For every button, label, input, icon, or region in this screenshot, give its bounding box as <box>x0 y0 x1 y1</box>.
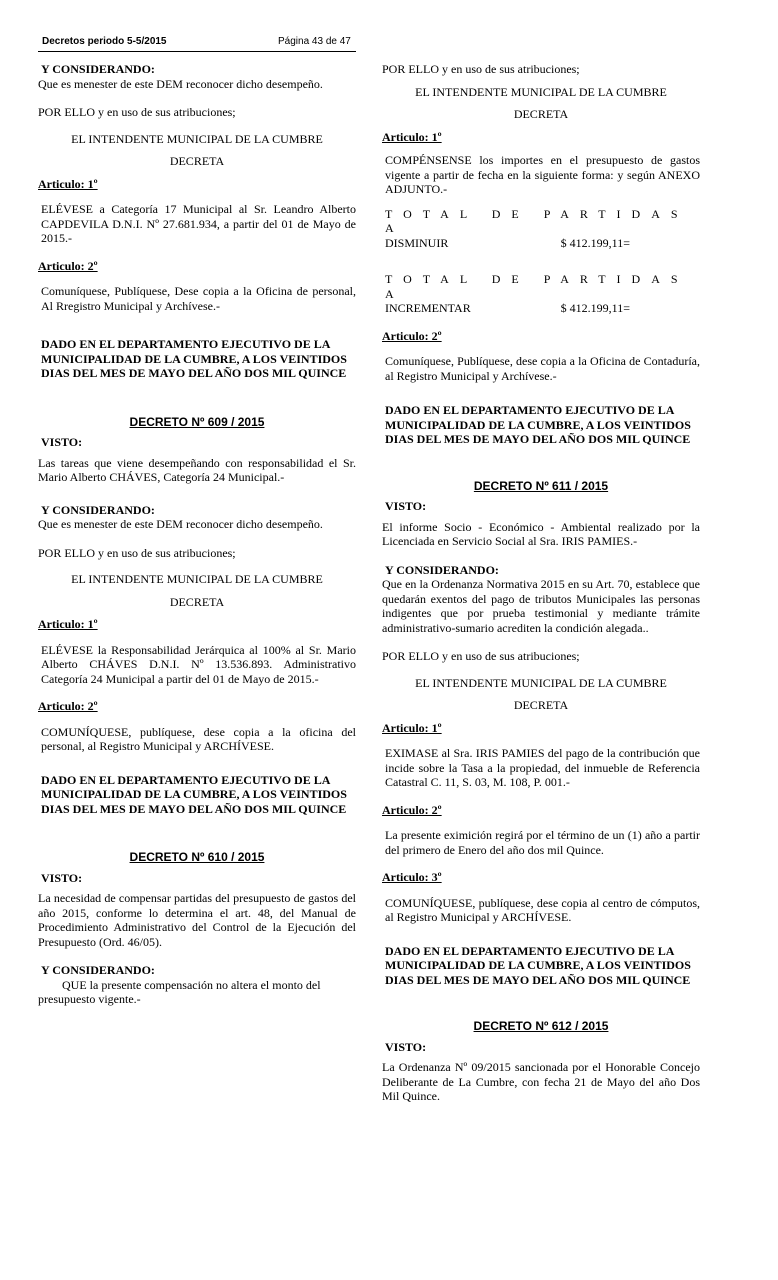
visto-text: La Ordenanza Nº 09/2015 sancionada por el Honorable Concejo Deliberante de La Cumbre, con fecha 21 de Mayo del año Dos Mil Quince. <box>382 1060 700 1103</box>
considerando-text: QUE la presente compensación no altera el monto del presupuesto vigente.- <box>38 977 321 1006</box>
considerando-text: Que es menester de este DEM reconocer dicho desempeño. <box>38 76 323 91</box>
decreta-line: DECRETA <box>169 154 225 168</box>
decreta-line: DECRETA <box>513 107 569 121</box>
right-column <box>382 62 700 1104</box>
por-ello-text: POR ELLO y en uso de sus atribuciones; <box>382 649 580 663</box>
dado-closing: DADO EN EL DEPARTAMENTO EJECUTIVO DE LA MUNICIPALIDAD DE LA CUMBRE, A LOS VEINTIDOS DIAS DEL MES DE MAYO DEL AÑO DOS MIL QUINCE <box>385 403 691 446</box>
visto-heading: VISTO: <box>385 499 427 513</box>
articulo-2-text: Comuníquese, Publíquese, Dese copia a la Oficina de personal, Al Rregistro Municipal y Archívese.- <box>41 284 356 313</box>
page-header <box>38 34 356 52</box>
y-considerando-heading: Y CONSIDERANDO: <box>41 502 155 517</box>
por-ello-text: POR ELLO y en uso de sus atribuciones; <box>38 105 236 119</box>
disminuir-label: DISMINUIR <box>385 235 449 250</box>
articulo-2-label: Articulo: 2º <box>38 699 98 713</box>
articulo-1-text: ELÉVESE a Categoría 17 Municipal al Sr. Leandro Alberto CAPDEVILA D.N.I. Nº 27.681.934, a partir del 01 de Mayo de 2015.- <box>41 202 356 245</box>
articulo-1-label: Articulo: 1º <box>38 176 98 191</box>
visto-text: Las tareas que viene desempeñando con responsabilidad el Sr. Mario Alberto CHÁVES, Categoría 24 Municipal.- <box>38 455 356 484</box>
articulo-3-text: COMUNÍQUESE, publíquese, dese copia al centro de cómputos, al Registro Municipal y ARCHÍVESE. <box>385 895 700 924</box>
dado-closing: DADO EN EL DEPARTAMENTO EJECUTIVO DE LA MUNICIPALIDAD DE LA CUMBRE, A LOS VEINTIDOS DIAS DEL MES DE MAYO DEL AÑO DOS MIL QUINCE <box>41 337 347 380</box>
decreto-609-title: DECRETO Nº 609 / 2015 <box>129 414 265 429</box>
articulo-2-label: Articulo: 2º <box>38 258 98 273</box>
dado-closing: DADO EN EL DEPARTAMENTO EJECUTIVO DE LA MUNICIPALIDAD DE LA CUMBRE, A LOS VEINTIDOS DIAS DEL MES DE MAYO DEL AÑO DOS MIL QUINCE <box>385 943 691 987</box>
articulo-2-text: COMUNÍQUESE, publíquese, dese copia a la oficina del personal, al Registro Municipal y ARCHÍVESE. <box>41 724 356 753</box>
articulo-2-label: Articulo: 2º <box>382 802 442 817</box>
total-partidas-line: TOTAL DE PARTIDAS A <box>385 272 689 301</box>
articulo-1-label: Articulo: 1º <box>38 617 98 631</box>
articulo-1-text: EXIMASE al Sra. IRIS PAMIES del pago de la contribución que incide sobre la Tasa a la propiedad, del inmueble de Referencia Catastral C. 11, S. 03, M. 108, P. 001.- <box>385 746 700 789</box>
total-partidas-line: TOTAL DE PARTIDAS A <box>385 206 689 235</box>
decreta-line: DECRETA <box>169 594 225 609</box>
articulo-1-label: Articulo: 1º <box>382 129 442 144</box>
y-considerando-heading: Y CONSIDERANDO: <box>41 963 155 977</box>
articulo-2-text: La presente eximición regirá por el término de un (1) año a partir del primero de Enero del año dos mil Quince. <box>385 828 700 857</box>
considerando-text: Que en la Ordenanza Normativa 2015 en su Art. 70, establece que quedarán exentos del pago de tributos Municipales las personas indigentes que por prueba testimonial y mediante trámite administrativo-sumario acrediten la condición alegada.. <box>382 577 700 635</box>
intendente-line: EL INTENDENTE MUNICIPAL DE LA CUMBRE <box>415 84 667 99</box>
articulo-1-text: ELÉVESE la Responsabilidad Jerárquica al 100% al Sr. Mario Alberto CHÁVES D.N.I. Nº 13.536.893. Administrativo Categoría 24 Municipal a partir del 01 de Mayo de 2015.- <box>41 642 356 686</box>
visto-heading: VISTO: <box>41 870 83 885</box>
decreto-612-title: DECRETO Nº 612 / 2015 <box>473 1019 609 1033</box>
articulo-3-label: Articulo: 3º <box>382 870 442 884</box>
total-disminuir-row <box>382 236 700 251</box>
incrementar-label: INCREMENTAR <box>385 301 471 315</box>
articulo-2-text: Comuníquese, Publíquese, dese copia a la Oficina de Contaduría, al Registro Municipal y Archívese.- <box>385 354 700 383</box>
decreto-610-title: DECRETO Nº 610 / 2015 <box>129 850 265 864</box>
articulo-2-label: Articulo: 2º <box>382 328 442 343</box>
visto-heading: VISTO: <box>41 435 83 449</box>
intendente-line: EL INTENDENTE MUNICIPAL DE LA CUMBRE <box>415 675 667 690</box>
decreta-line: DECRETA <box>513 698 569 712</box>
visto-text: La necesidad de compensar partidas del presupuesto de gastos del año 2015, conforme lo determina el art. 48, del Manual de Procedimiento Administrativo del Control de la Ejecución del Presupuesto (Ord. 46/05). <box>38 891 356 949</box>
intendente-line: EL INTENDENTE MUNICIPAL DE LA CUMBRE <box>71 131 323 146</box>
considerando-text: Que es menester de este DEM reconocer dicho desempeño. <box>38 517 323 531</box>
disminuir-amount: $ 412.199,11= <box>560 235 630 250</box>
y-considerando-heading: Y CONSIDERANDO: <box>41 62 155 76</box>
total-incrementar-block <box>382 272 700 316</box>
articulo-1-text: COMPÉNSENSE los importes en el presupuesto de gastos vigente a partir de fecha en la siguiente forma: y según ANEXO ADJUNTO.- <box>385 153 700 196</box>
left-column <box>38 62 356 1007</box>
intendente-line: EL INTENDENTE MUNICIPAL DE LA CUMBRE <box>71 572 323 586</box>
total-disminuir-block <box>382 207 700 251</box>
por-ello-text: POR ELLO y en uso de sus atribuciones; <box>38 545 236 560</box>
header-document-title: Decretos periodo 5-5/2015 <box>42 36 167 47</box>
visto-text: El informe Socio - Económico - Ambiental realizado por la Licenciada en Servicio Social al Sra. IRIS PAMIES.- <box>382 519 700 548</box>
articulo-1-label: Articulo: 1º <box>382 720 442 735</box>
dado-closing: DADO EN EL DEPARTAMENTO EJECUTIVO DE LA MUNICIPALIDAD DE LA CUMBRE, A LOS VEINTIDOS DIAS DEL MES DE MAYO DEL AÑO DOS MIL QUINCE <box>41 772 347 816</box>
header-page-number: Página 43 de 47 <box>278 36 351 47</box>
incrementar-amount: $ 412.199,11= <box>560 301 630 315</box>
y-considerando-heading: Y CONSIDERANDO: <box>385 562 499 577</box>
total-incrementar-row <box>382 301 700 316</box>
decreto-611-title: DECRETO Nº 611 / 2015 <box>473 478 609 493</box>
por-ello-text: POR ELLO y en uso de sus atribuciones; <box>382 62 580 76</box>
visto-heading: VISTO: <box>385 1039 427 1054</box>
